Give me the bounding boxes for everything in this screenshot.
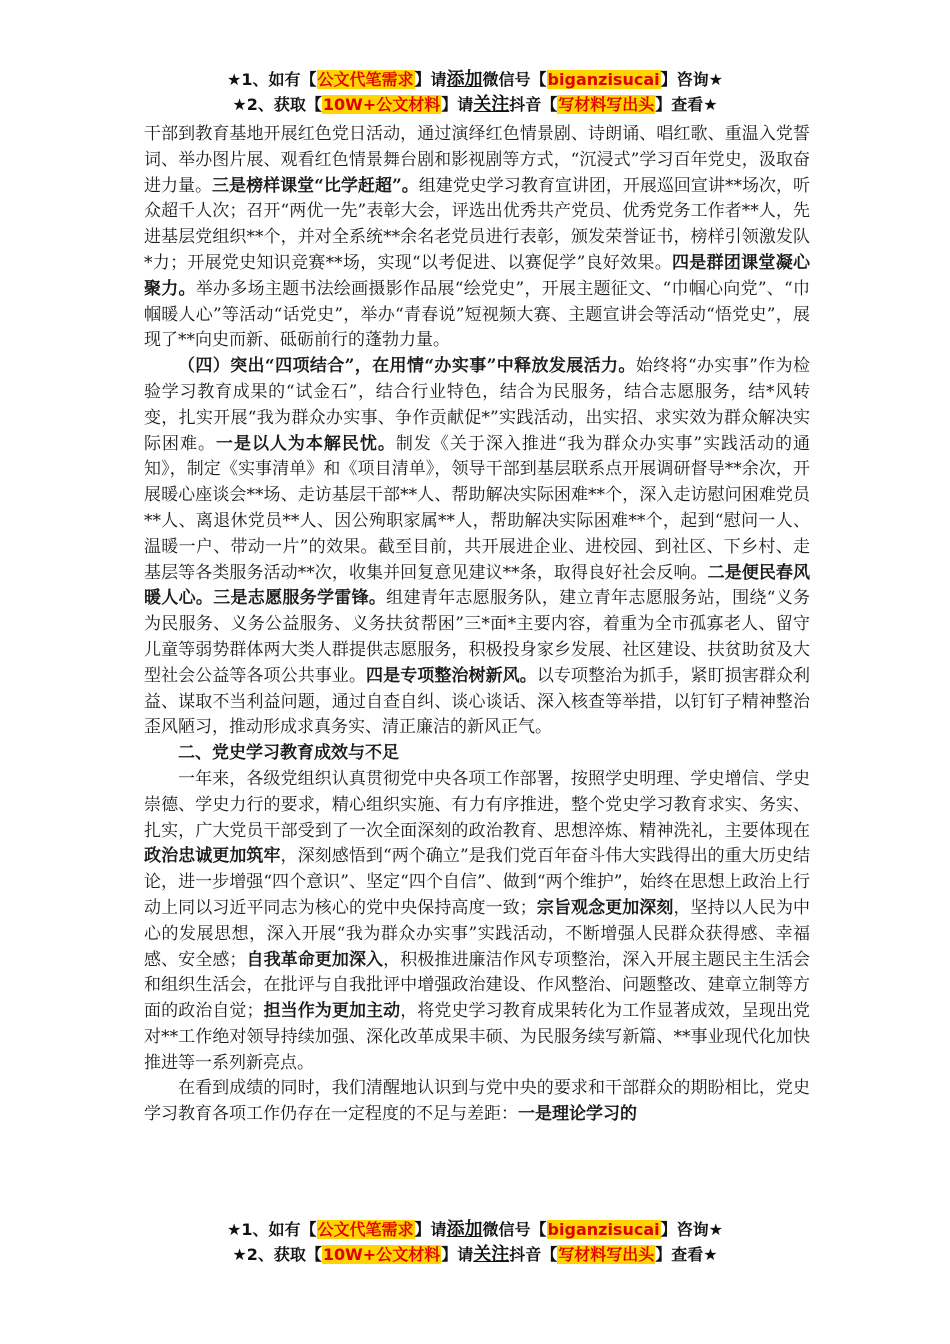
document-body xyxy=(144,122,810,1128)
highlight-materials: 10W+公文材料 xyxy=(322,1245,441,1264)
star-icon: ★ xyxy=(227,1220,242,1239)
highlight-wechat-id: biganzisucai xyxy=(547,1220,660,1239)
highlight-ghostwriting: 公文代笔需求 xyxy=(317,1220,414,1239)
star-icon: ★ xyxy=(227,70,242,89)
bottom-banner-line-1: ★1、如有【公文代笔需求】请添加微信号【biganzisucai】咨询★ xyxy=(227,1219,723,1240)
highlight-douyin: 写材料写出头 xyxy=(558,95,655,114)
paragraph-4: 在看到成绩的同时，我们清醒地认识到与党中央的要求和干部群众的期盼相比，党史学习教育各项工作仍存在一定程度的不足与差距：一是理论学习的 xyxy=(144,1078,810,1125)
bottom-banner-line-2: ★2、获取【10W+公文材料】请关注抖音【写材料写出头】查看★ xyxy=(232,1244,718,1265)
highlight-wechat-id: biganzisucai xyxy=(547,70,660,89)
paragraph-1: 干部到教育基地开展红色党日活动，通过演绎红色情景剧、诗朗诵、唱红歌、重温入党誓词、举办图片展、观看红色情景舞台剧和影视剧等方式，“沉浸式”学习百年党史，汲取奋进力量。三是榜样课堂“比学赶超”。组建党史学习教育宣讲团，开展巡回宣讲**场次，听众超千人次；召开“两优一先”表彰大会，评选出优秀共产党员、优秀党务工作者**人，先进基层党组织**个，并对全系统**余名老党员进行表彰，颁发荣誉证书，榜样引领激发队*力；开展党史知识竞赛**场，实现“以考促进、以赛促学”良好效果。四是群团课堂凝心聚力。举办多场主题书法绘画摄影作品展“绘党史”，开展主题征文、“巾帼心向党”、“巾帼暖人心”等活动“话党史”，举办“青春说”短视频大赛、主题宣讲会等活动“悟党史”，展现了**向史而新、砥砺前行的蓬勃力量。 xyxy=(144,124,811,351)
star-icon: ★ xyxy=(232,1245,247,1264)
top-banner-line-1: ★1、如有【公文代笔需求】请添加微信号【biganzisucai】咨询★ xyxy=(227,69,723,90)
star-icon: ★ xyxy=(232,95,247,114)
highlight-douyin: 写材料写出头 xyxy=(558,1245,655,1264)
highlight-ghostwriting: 公文代笔需求 xyxy=(317,70,414,89)
paragraph-2: （四）突出“四项结合”，在用情“办实事”中释放发展活力。始终将“办实事”作为检验学习教育成果的“试金石”，结合行业特色，结合为民服务，结合志愿服务，结*风转变，扎实开展“我为群众办实事、争作贡献促*”实践活动，出实招、求实效为群众解决实际困难。一是以人为本解民忧。制发《关于深入推进“我为群众办实事”实践活动的通知》，制定《实事清单》和《项目清单》，领导干部到基层联系点开展调研督导**余次，开展暖心座谈会**场、走访基层干部**人、帮助解决实际困难**个，深入走访慰问困难党员**人、离退休党员**人、因公殉职家属**人，帮助解决实际困难**个，起到“慰问一人、温暖一户、带动一片”的效果。截至目前，共开展进企业、进校园、到社区、下乡村、走基层等各类服务活动**次，收集并回复意见建议**条，取得良好社会反响。二是便民春风暖人心。三是志愿服务学雷锋。组建青年志愿服务队，建立青年志愿服务站，围绕“义务为民服务、义务公益服务、义务扶贫帮困”三*面*主要内容，着重为全市孤寡老人、留守儿童等弱势群体两大类人群提供志愿服务，积极投身家乡发展、社区建设、扶贫助贫及大型社会公益等各项公共事业。四是专项整治树新风。以专项整治为抓手，紧盯损害群众利益、谋取不当利益问题，通过自查自纠、谈心谈话、深入核查等举措，以钉钉子精神整治歪风陋习，推动形成求真务实、清正廉洁的新风正气。 xyxy=(144,356,811,738)
highlight-materials: 10W+公文材料 xyxy=(322,95,441,114)
section-heading: 二、党史学习教育成效与不足 xyxy=(178,743,399,764)
paragraph-3: 一年来，各级党组织认真贯彻党中央各项工作部署，按照学史明理、学史增信、学史崇德、学史力行的要求，精心组织实施、有力有序推进，整个党史学习教育求实、务实、扎实，广大党员干部受到了一次全面深刻的政治教育、思想淬炼、精神洗礼，主要体现在政治忠诚更加筑牢，深刻感悟到“两个确立”是我们党百年奋斗伟大实践得出的重大历史结论，进一步增强“四个意识”、坚定“四个自信”、做到“两个维护”，始终在思想上政治上行动上同以习近平同志为核心的党中央保持高度一致；宗旨观念更加深刻，坚持以人民为中心的发展思想，深入开展“我为群众办实事”实践活动，不断增强人民群众获得感、幸福感、安全感；自我革命更加深入，积极推进廉洁作风专项整治，深入开展主题民主生活会和组织生活会，在批评与自我批评中增强政治建设、作风整治、问题整改、建章立制等方面的政治自觉；担当作为更加主动，将党史学习教育成果转化为工作显著成效，呈现出党对**工作绝对领导持续加强、深化改革成果丰硕、为民服务续写新篇、**事业现代化加快推进等一系列新亮点。 xyxy=(144,768,811,1073)
top-banner-line-2: ★2、获取【10W+公文材料】请关注抖音【写材料写出头】查看★ xyxy=(232,94,718,115)
